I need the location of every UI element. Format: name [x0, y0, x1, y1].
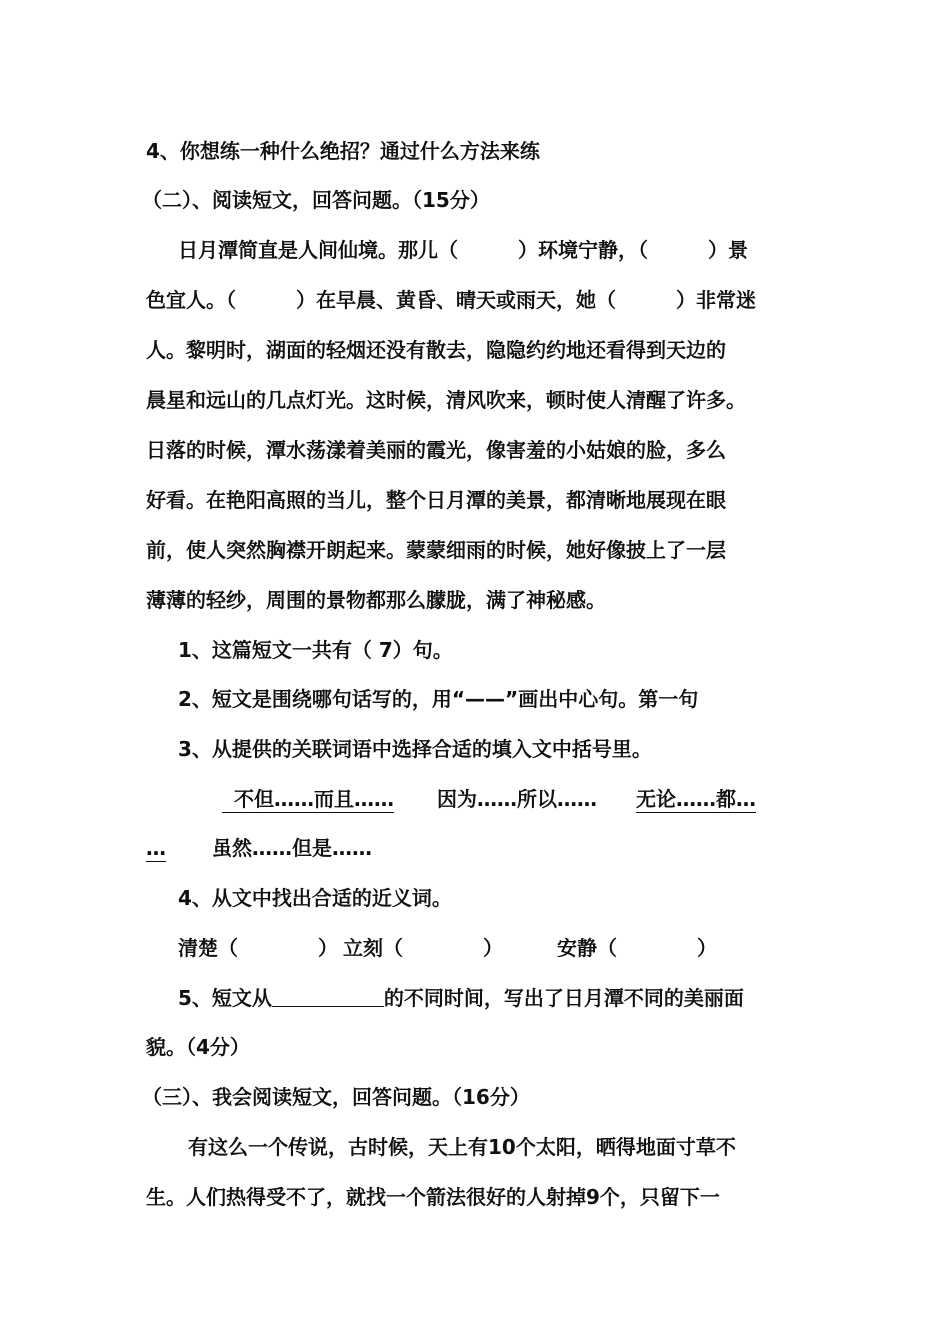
option-wulun-dou-cont: … — [146, 836, 166, 860]
passage-line: 好看。在艳阳高照的当儿，整个日月潭的美景，都清晰地展现在眼 — [146, 488, 726, 512]
passage-line: 生。人们热得受不了，就找一个箭法很好的人射掉9个，只留下一 — [146, 1185, 720, 1209]
passage-line: 有这么一个传说，古时候，天上有10个太阳，晒得地面寸草不 — [188, 1135, 736, 1159]
synonym-like[interactable]: 立刻（ ） — [343, 936, 503, 960]
option-yinwei-suoyi: 因为……所以…… — [437, 787, 597, 811]
q5-answer-blank[interactable] — [272, 988, 384, 1007]
question-5-continuation: 貌。（4分） — [146, 1035, 250, 1059]
section-2-heading: （二）、阅读短文，回答问题。（15分） — [142, 188, 490, 212]
synonym-anjing[interactable]: 安静（ ） — [557, 936, 717, 960]
option-budan-erqie: 不但……而且…… — [222, 787, 394, 813]
option-wulun-dou: 无论……都… — [636, 787, 756, 811]
q5-suffix: 的不同时间，写出了日月潭不同的美丽面 — [383, 986, 744, 1010]
passage-line: 人。黎明时，湖面的轻烟还没有散去，隐隐约约地还看得到天边的 — [146, 338, 726, 362]
passage-line: 晨星和远山的几点灯光。这时候，清风吹来，顿时使人清醒了许多。 — [146, 388, 746, 412]
question-1-sentence-count: 1、这篇短文一共有（ 7）句。 — [178, 638, 453, 662]
passage-line: 色宜人。（ ）在早晨、黄昏、晴天或雨天，她（ ）非常迷 — [146, 288, 756, 312]
passage-line: 日月潭简直是人间仙境。那儿（ ）环境宁静，（ ）景 — [178, 238, 748, 262]
option-suiran-danshi: 虽然……但是…… — [212, 836, 372, 860]
question-4-synonyms: 4、从文中找出合适的近义词。 — [178, 886, 452, 910]
question-2-central-sentence: 2、短文是围绕哪句话写的，用“——”画出中心句。第一句 — [178, 687, 699, 711]
question-5-times — [178, 986, 744, 1010]
passage-line: 前，使人突然胸襟开朗起来。蒙蒙细雨的时候，她好像披上了一层 — [146, 538, 726, 562]
section-3-heading: （三）、我会阅读短文，回答问题。（16分） — [142, 1085, 530, 1109]
question-3-connectives: 3、从提供的关联词语中选择合适的填入文中括号里。 — [178, 737, 652, 761]
passage-line: 薄薄的轻纱，周围的景物都那么朦胧，满了神秘感。 — [146, 588, 606, 612]
passage-line: 日落的时候，潭水荡漾着美丽的霞光，像害羞的小姑娘的脸，多么 — [146, 438, 726, 462]
q5-prefix: 5、短文从 — [178, 986, 272, 1010]
synonym-qingchu[interactable]: 清楚（ ） — [178, 936, 338, 960]
question-4-technique: 4、你想练一种什么绝招？通过什么方法来练 — [146, 139, 540, 163]
